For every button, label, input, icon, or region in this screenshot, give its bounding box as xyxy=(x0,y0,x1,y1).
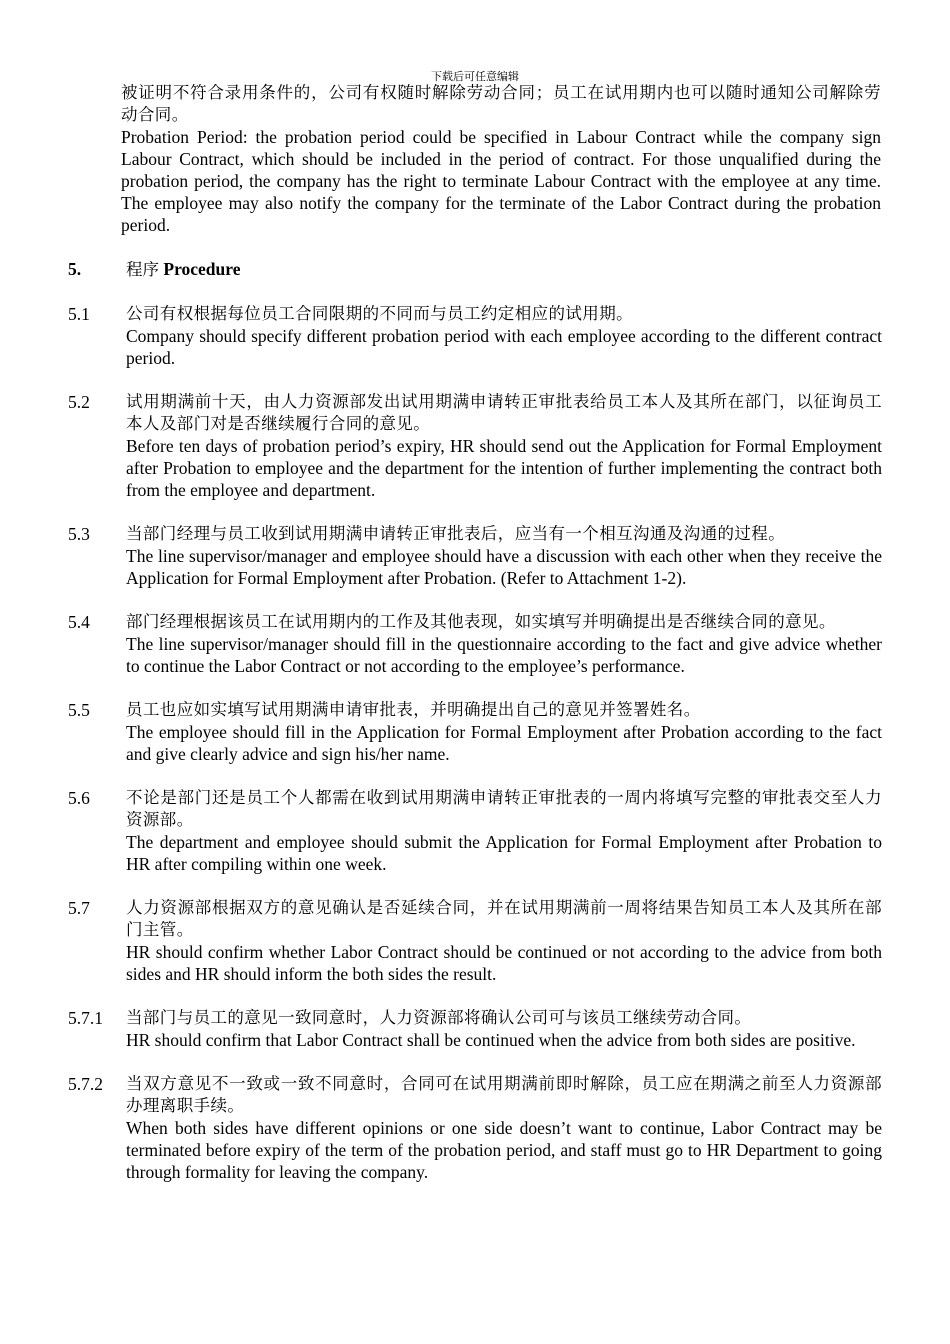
item-text-cn: 当部门经理与员工收到试用期满申请转正审批表后，应当有一个相互沟通及沟通的过程。 xyxy=(126,524,786,543)
item-number: 5.7 xyxy=(68,898,90,918)
item-number: 5.6 xyxy=(68,788,90,808)
item-text-cn: 当双方意见不一致或一致不同意时，合同可在试用期满前即时解除，员工应在期满之前至人力资源部办理离职手续。 xyxy=(126,1074,882,1115)
procedure-item-5-5 xyxy=(68,699,950,765)
procedure-item-5-7-1 xyxy=(68,1007,950,1051)
item-number: 5.7.2 xyxy=(68,1074,103,1094)
item-text-cn: 员工也应如实填写试用期满申请审批表，并明确提出自己的意见并签署姓名。 xyxy=(126,700,701,719)
item-text-cn: 试用期满前十天，由人力资源部发出试用期满申请转正审批表给员工本人及其所在部门，以征询员工本人及部门对是否继续履行合同的意见。 xyxy=(126,392,882,433)
item-text-en: The line supervisor/manager should fill in the questionnaire according to the fact and give advice whether to continue the Labor Contract or not according to the employee’s performance. xyxy=(126,634,882,676)
item-text-en: The line supervisor/manager and employee should have a discussion with each other when they receive the Application for Formal Employment after Probation. (Refer to Attachment 1-2). xyxy=(126,546,882,588)
item-text-cn: 当部门与员工的意见一致同意时，人力资源部将确认公司可与该员工继续劳动合同。 xyxy=(126,1008,752,1027)
item-body xyxy=(126,787,882,875)
section-title xyxy=(126,258,240,281)
item-body xyxy=(126,303,882,369)
item-text-en: Company should specify different probation period with each employee according to the different contract period. xyxy=(126,326,882,368)
intro-paragraph xyxy=(121,82,881,236)
section-title-en: Procedure xyxy=(163,259,241,279)
procedure-item-5-7-2 xyxy=(68,1073,950,1183)
item-text-cn: 部门经理根据该员工在试用期内的工作及其他表现，如实填写并明确提出是否继续合同的意见。 xyxy=(126,612,836,631)
item-text-en: When both sides have different opinions or one side doesn’t want to continue, Labor Contract may be terminated before expiry of the term of the probation period, and staff must go to HR Department to going through formality for leaving the company. xyxy=(126,1118,882,1182)
item-body xyxy=(126,611,882,677)
item-text-cn: 公司有权根据每位员工合同限期的不同而与员工约定相应的试用期。 xyxy=(126,304,633,323)
item-number: 5.2 xyxy=(68,392,90,412)
procedure-item-5-6 xyxy=(68,787,950,875)
item-body xyxy=(126,391,882,501)
intro-en: Probation Period: the probation period could be specified in Labour Contract while the company sign Labour Contract, which should be included in the period of contract. For those unqualified during the probation period, the company has the right to terminate Labour Contract with the employee at any time. The employee may also notify the company for the terminate of the Labor Contract during the probation period. xyxy=(121,127,881,235)
item-number: 5.3 xyxy=(68,524,90,544)
item-body xyxy=(126,523,882,589)
item-body xyxy=(126,897,882,985)
section-heading xyxy=(68,258,950,281)
item-body xyxy=(126,1007,882,1051)
item-number: 5.4 xyxy=(68,612,90,632)
procedure-item-5-7 xyxy=(68,897,950,985)
procedure-item-5-2 xyxy=(68,391,950,501)
item-number: 5.7.1 xyxy=(68,1008,103,1028)
document-body xyxy=(0,82,950,1183)
item-body xyxy=(126,1073,882,1183)
section-number: 5. xyxy=(68,259,82,279)
item-body xyxy=(126,699,882,765)
item-text-en: The department and employee should submit the Application for Formal Employment after Probation to HR after compiling within one week. xyxy=(126,832,882,874)
header-note: 下载后可任意编辑 xyxy=(431,70,519,83)
section-title-cn: 程序 xyxy=(126,260,159,279)
item-text-en: The employee should fill in the Application for Formal Employment after Probation according to the fact and give clearly advice and sign his/her name. xyxy=(126,722,882,764)
item-text-cn: 人力资源部根据双方的意见确认是否延续合同，并在试用期满前一周将结果告知员工本人及其所在部门主管。 xyxy=(126,898,882,939)
procedure-item-5-3 xyxy=(68,523,950,589)
item-text-en: HR should confirm whether Labor Contract should be continued or not according to the advice from both sides and HR should inform the both sides the result. xyxy=(126,942,882,984)
intro-cn: 被证明不符合录用条件的，公司有权随时解除劳动合同；员工在试用期内也可以随时通知公司解除劳动合同。 xyxy=(121,83,881,124)
item-text-cn: 不论是部门还是员工个人都需在收到试用期满申请转正审批表的一周内将填写完整的审批表交至人力资源部。 xyxy=(126,788,882,829)
item-number: 5.5 xyxy=(68,700,90,720)
item-number: 5.1 xyxy=(68,304,90,324)
procedure-item-5-4 xyxy=(68,611,950,677)
procedure-item-5-1 xyxy=(68,303,950,369)
item-text-en: Before ten days of probation period’s expiry, HR should send out the Application for Formal Employment after Probation to employee and the department for the intention of further implementing the contract both from the employee and department. xyxy=(126,436,882,500)
item-text-en: HR should confirm that Labor Contract shall be continued when the advice from both sides are positive. xyxy=(126,1030,856,1050)
